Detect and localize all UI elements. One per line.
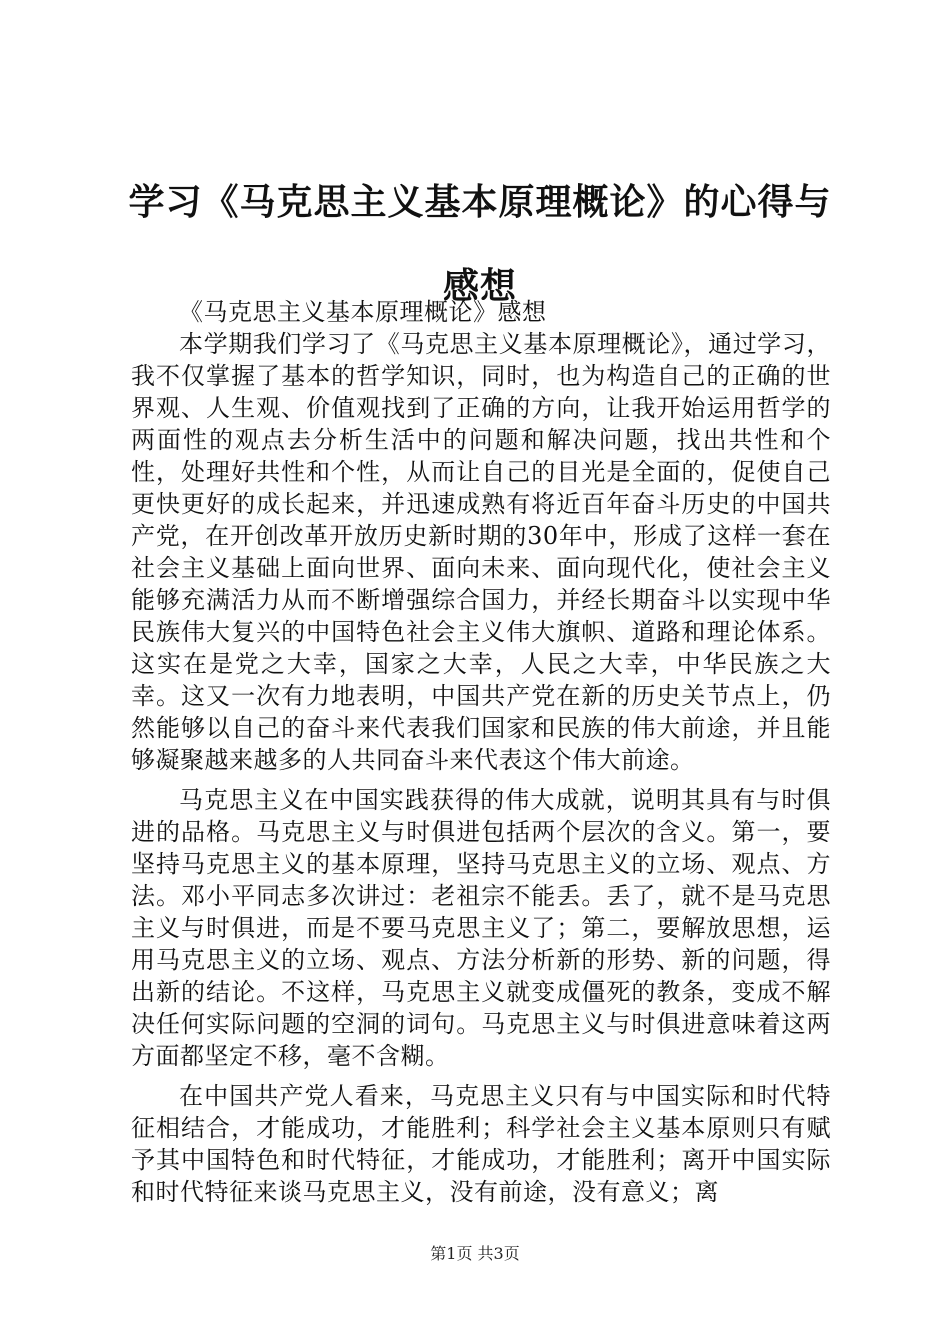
paragraph: 马克思主义在中国实践获得的伟大成就，说明其具有与时俱进的品格。马克思主义与时俱进包括两个层次的含义。第一，要坚持马克思主义的基本原理，坚持马克思主义的立场、观点、方法。邓小平同志多次讲过：老祖宗不能丢。丢了，就不是马克思主义与时俱进，而是不要马克思主义了；第二，要解放思想，运用马克思主义的立场、观点、方法分析新的形势、新的问题，得出新的结论。不这样，马克思主义就变成僵死的教条，变成不解决任何实际问题的空洞的词句。马克思主义与时俱进意味着这两方面都坚定不移，毫不含糊。 <box>131 786 831 1070</box>
paragraph: 本学期我们学习了《马克思主义基本原理概论》，通过学习，我不仅掌握了基本的哲学知识，同时，也为构造自己的正确的世界观、人生观、价值观找到了正确的方向，让我开始运用哲学的两面性的观点去分析生活中的问题和解决问题，找出共性和个性，处理好共性和个性，从而让自己的目光是全面的，促使自己更快更好的成长起来，并迅速成熟有将近百年奋斗历史的中国共产党，在开创改革开放历史新时期的30年中，形成了这样一套在社会主义基础上面向世界、面向未来、面向现代化，使社会主义能够充满活力从而不断增强综合国力，并经长期奋斗以实现中华民族伟大复兴的中国特色社会主义伟大旗帜、道路和理论体系。这实在是党之大幸，国家之大幸，人民之大幸，中华民族之大幸。这又一次有力地表明，中国共产党在新的历史关节点上，仍然能够以自己的奋斗来代表我们国家和民族的伟大前途，并且能够凝聚越来越多的人共同奋斗来代表这个伟大前途。 <box>131 330 831 774</box>
page-number-footer: 第1页 共3页 <box>430 1244 520 1263</box>
document-title: 学习《马克思主义基本原理概论》的心得与感想 <box>128 181 832 307</box>
document-subtitle: 《马克思主义基本原理概论》感想 <box>179 298 547 326</box>
paragraph: 在中国共产党人看来，马克思主义只有与中国实际和时代特征相结合，才能成功，才能胜利；科学社会主义基本原则只有赋予其中国特色和时代特征，才能成功，才能胜利；离开中国实际和时代特征来谈马克思主义，没有前途，没有意义；离 <box>131 1082 831 1206</box>
document-body <box>131 296 831 1208</box>
